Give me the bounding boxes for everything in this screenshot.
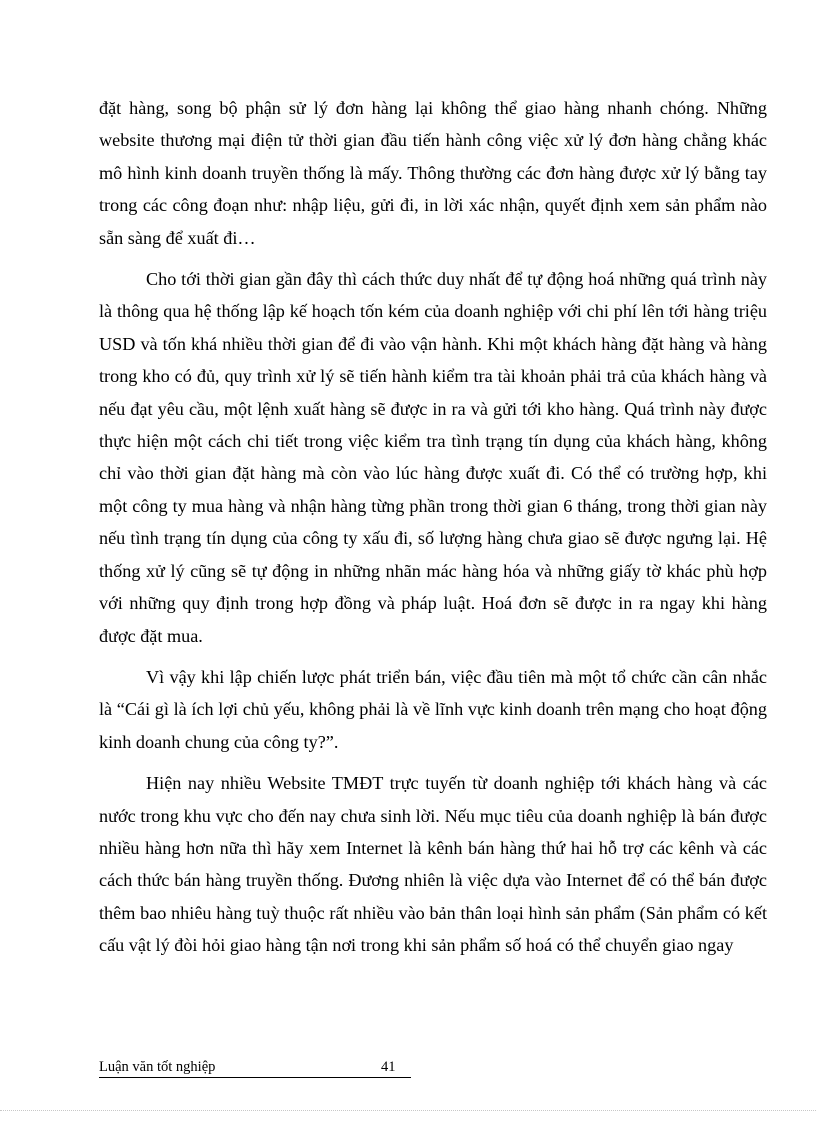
paragraph-4: Hiện nay nhiều Website TMĐT trực tuyến từ doanh nghiệp tới khách hàng và các nước trong khu vực cho đến nay chưa sinh lời. Nếu mục tiêu của doanh nghiệp là bán được nhiều hàng hơn nữa thì hãy xem Internet là kênh bán hàng thứ hai hỗ trợ các kênh và các cách thức bán hàng truyền thống. Đương nhiên là việc dựa vào Internet để có thể bán được thêm bao nhiêu hàng tuỳ thuộc rất nhiều vào bản thân loại hình sản phẩm (Sản phẩm có kết cấu vật lý đòi hỏi giao hàng tận nơi trong khi sản phẩm số hoá có thể chuyển giao ngay xyxy=(99,773,767,956)
page-footer xyxy=(99,1059,411,1078)
paragraph-1: đặt hàng, song bộ phận sử lý đơn hàng lại không thể giao hàng nhanh chóng. Những website thương mại điện tử thời gian đầu tiến hành công việc xử lý đơn hàng chẳng khác mô hình kinh doanh truyền thống là mấy. Thông thường các đơn hàng được xử lý bằng tay trong các công đoạn như: nhập liệu, gửi đi, in lời xác nhận, quyết định xem sản phẩm nào sẵn sàng để xuất đi… xyxy=(99,98,767,248)
document-body xyxy=(99,92,767,962)
paragraph-2: Cho tới thời gian gần đây thì cách thức duy nhất để tự động hoá những quá trình này là thông qua hệ thống lập kế hoạch tốn kém của doanh nghiệp với chi phí lên tới hàng triệu USD và tốn khá nhiều thời gian để đi vào vận hành. Khi một khách hàng đặt hàng và hàng trong kho có đủ, quy trình xử lý sẽ tiến hành kiểm tra tài khoản phải trả của khách hàng và nếu đạt yêu cầu, một lệnh xuất hàng sẽ được in ra và gửi tới kho hàng. Quá trình này được thực hiện một cách chi tiết trong việc kiểm tra tình trạng tín dụng của khách hàng, không chỉ vào thời gian đặt hàng mà còn vào lúc hàng được xuất đi. Có thể có trường hợp, khi một công ty mua hàng và nhận hàng từng phần trong thời gian 6 tháng, trong thời gian này nếu tình trạng tín dụng của công ty xấu đi, số lượng hàng chưa giao sẽ được ngưng lại. Hệ thống xử lý cũng sẽ tự động in những nhãn mác hàng hóa và những giấy tờ khác phù hợp với những quy định trong hợp đồng và pháp luật. Hoá đơn sẽ được in ra ngay khi hàng được đặt mua. xyxy=(99,269,767,646)
footer-title: Luận văn tốt nghiệp xyxy=(99,1059,216,1075)
paragraph-3: Vì vậy khi lập chiến lược phát triển bán, việc đầu tiên mà một tổ chức cần cân nhắc là “Cái gì là ích lợi chủ yếu, không phải là về lĩnh vực kinh doanh trên mạng cho hoạt động kinh doanh chung của công ty?”. xyxy=(99,666,767,752)
page-bottom-edge xyxy=(0,1110,816,1111)
page-number: 41 xyxy=(381,1059,396,1075)
